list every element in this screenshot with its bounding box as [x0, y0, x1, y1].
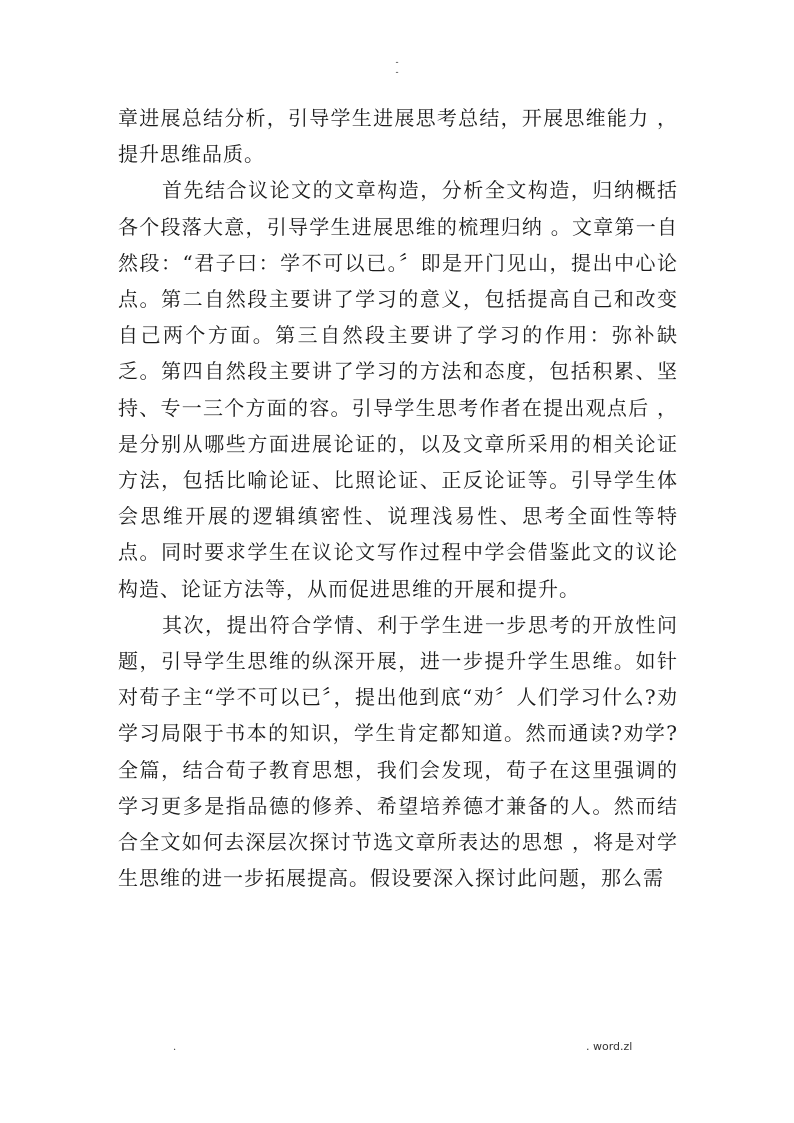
footer-left-mark: . — [173, 1042, 177, 1053]
document-body — [118, 100, 678, 896]
paragraph-continuation: 章进展总结分析，引导学生进展思考总结，开展思维能力 ，提升思维品质。 — [118, 106, 678, 167]
footer-source-label: . word.zl — [586, 1040, 633, 1053]
header-mark-top: - — [395, 58, 399, 68]
paragraph-open-questions: 其次，提出符合学情、利于学生进一步思考的开放性问题，引导学生思维的纵深开展，进一步提升学生思维。如针对荀子主“学不可以已〞，提出他到底“劝〞人们学习什么?劝学习局限于书本的知识，学生肯定都知道。然而通读?劝学?全篇，结合荀子教育思想，我们会发现，荀子在这里强调的学习更多是指品德的修养、希望培养德才兼备的人。然而结合全文如何去深层次探讨节选文章所表达的思想 ，将是对学生思维的进一步拓展提高。假设要深入探讨此问题，那么需 — [118, 612, 678, 891]
paragraph-structure-analysis: 首先结合议论文的文章构造，分析全文构造，归纳概括各个段落大意，引导学生进展思维的梳理归纳 。文章第一自然段：“君子曰：学不可以已。〞即是开门见山，提出中心论点。第二自然段主要讲了学习的意义，包括提高自己和改变自己两个方面。第三自然段主要讲了学习的作用：弥补缺乏。第四自然段主要讲了学习的方法和态度，包括积累、坚持、专一三个方面的容。引导学生思考作者在提出观点后 ，是分别从哪些方面进展论证的，以及文章所采用的相关论证方法，包括比喻论证、比照论证、正反论证等。引导学生体会思维开展的逻辑缜密性、说理浅易性、思考全面性等特点。同时要求学生在议论文写作过程中学会借鉴此文的议论构造、论证方法等，从而促进思维的开展和提升。 — [118, 178, 678, 601]
header-mark-bottom: - — [395, 68, 399, 78]
header-mark — [393, 60, 401, 80]
